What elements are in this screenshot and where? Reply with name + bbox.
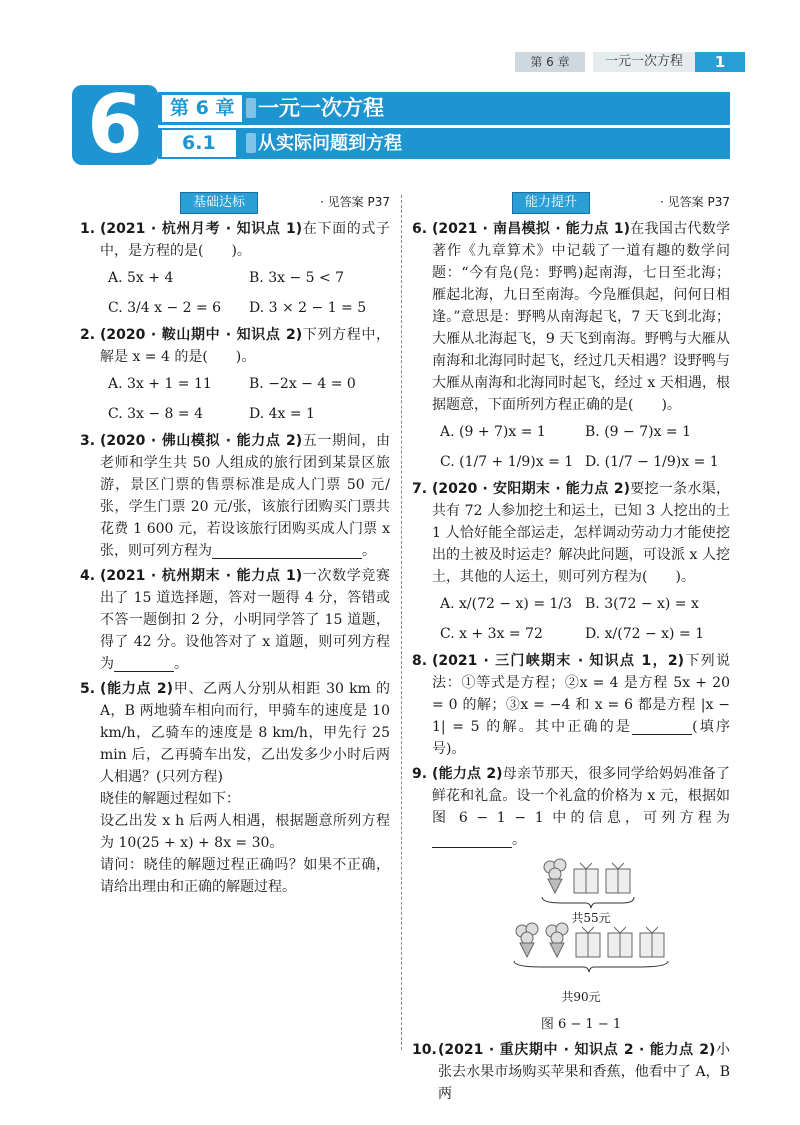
option-c: C. 3/4 x − 2 = 6 [108, 300, 222, 316]
option-d: D. (1/7 − 1/9)x = 1 [585, 454, 719, 470]
chapter-label: 第 6 章 [162, 95, 242, 122]
question-source: (2020 · 鞍山期中 · 知识点 2) [100, 327, 303, 343]
options [100, 372, 390, 426]
question-text: 下列说法：①等式是方程；②x = 4 是方程 5x + 20 = 0 的解；③x = −4 和 x = 6 都是方程 |x − 1| = 5 的解。其中正确的是 [432, 653, 730, 735]
question-text: 一次数学竞赛出了 15 道选择题，答对一题得 4 分，答错或不答一题倒扣 2 分，小明同学答了 15 道题，得了 42 分。设他答对了 x 道题，则可列方程为 [100, 568, 390, 672]
option-d: D. x/(72 − x) = 1 [585, 626, 705, 642]
option-b: B. (9 − 7)x = 1 [585, 424, 691, 440]
section-tag: 能力提升 [512, 192, 590, 214]
column-divider [401, 195, 402, 1050]
question-3 [80, 430, 390, 562]
section-label: 6.1 [162, 130, 236, 157]
answer-blank[interactable] [212, 543, 362, 559]
question-number: 6. [412, 221, 428, 237]
question-number: 5. [80, 681, 96, 697]
gift-box-icon [606, 863, 630, 893]
option-c: C. (1/7 + 1/9)x = 1 [440, 454, 574, 470]
options [432, 420, 730, 474]
figure-caption: 图 6 − 1 − 1 [540, 1017, 622, 1032]
solution-intro: 晓佳的解题过程如下： [100, 791, 240, 807]
question-end: 。 [362, 543, 376, 559]
running-header-chapter: 第 6 章 [515, 52, 585, 72]
question-text: 小张去水果市场购买苹果和香蕉，他看中了 A，B 两 [438, 1042, 730, 1102]
running-header [515, 52, 730, 72]
section-header-advanced [412, 192, 730, 214]
brace-group-2 [514, 961, 668, 972]
question-end: 。 [174, 656, 188, 672]
chapter-number-badge: 6 [72, 85, 158, 165]
option-b: B. −2x − 4 = 0 [249, 376, 356, 392]
question-5 [80, 678, 390, 898]
flower-bouquet-icon [544, 859, 566, 893]
option-a: A. 3x + 1 = 11 [108, 376, 212, 392]
question-2 [80, 324, 390, 426]
option-b: B. 3x − 5 < 7 [249, 270, 345, 286]
option-d: D. 4x = 1 [249, 406, 315, 422]
question-source: (2021 · 重庆期中 · 知识点 2 · 能力点 2) [438, 1042, 716, 1058]
bar-accent-icon [246, 133, 256, 153]
option-c: C. x + 3x = 72 [440, 626, 543, 642]
question-source: (2021 · 杭州月考 · 知识点 1) [100, 221, 303, 237]
chapter-title-bar [158, 92, 730, 125]
question-number: 3. [80, 433, 96, 449]
question-text: 在下面的式子中，是方程的是( )。 [100, 221, 390, 259]
question-source: (2021 · 南昌模拟 · 能力点 1) [432, 221, 630, 237]
question-number: 1. [80, 221, 96, 237]
gift-box-icon [576, 927, 600, 957]
right-column [412, 192, 730, 1105]
question-8 [412, 650, 730, 760]
question-end: (填序号)。 [432, 719, 730, 757]
question-number: 10. [412, 1042, 437, 1058]
question-9 [412, 763, 730, 1036]
question-number: 9. [412, 766, 428, 782]
left-column [80, 192, 390, 898]
question-source: (2021 · 杭州期末 · 能力点 1) [100, 568, 303, 584]
option-b: B. 3(72 − x) = x [585, 596, 699, 612]
question-text: 在我国古代数学著作《九章算术》中记载了一道有趣的数学问题：“今有凫(凫：野鸭)起南海，七日至北海；雁起北海，九日至南海。今凫雁俱起，问何日相逢。”意思是：野鸭从南海起飞，7 天飞到北海；大雁从北海起飞，9 天飞到南海。野鸭与大雁从南海和北海同时起飞，经过几天相遇？设野鸭与大雁从南海和北海同时起飞，经过 x 天相遇，根据题意，下面所列方程正确的是( )。 [432, 221, 731, 413]
answer-reference: · 见答案 P37 [660, 195, 730, 209]
group-2-price: 共90元 [561, 990, 601, 1004]
options [432, 592, 730, 646]
question-end: 。 [512, 832, 526, 848]
gift-box-icon [640, 927, 664, 957]
figure-6-1-1 [432, 855, 750, 1000]
section-title: 从实际问题到方程 [258, 133, 402, 154]
question-source: (能力点 2) [100, 681, 174, 697]
question-source: (2020 · 佛山模拟 · 能力点 2) [100, 433, 303, 449]
question-number: 4. [80, 568, 96, 584]
option-d: D. 3 × 2 − 1 = 5 [249, 300, 367, 316]
section-header-basic [80, 192, 390, 214]
answer-blank[interactable] [114, 656, 174, 672]
option-a: A. x/(72 − x) = 1/3 [440, 596, 573, 612]
answer-reference: · 见答案 P37 [320, 195, 390, 209]
running-header-title: 一元一次方程 [587, 52, 695, 72]
page-number: 1 [695, 52, 745, 72]
question-source: (2020 · 安阳期末 · 能力点 2) [432, 481, 630, 497]
section-title-bar [158, 128, 730, 159]
question-text: 母亲节那天，很多同学给妈妈准备了鲜花和礼盒。设一个礼盒的价格为 x 元，根据如图 6 − 1 − 1 中的信息，可列方程为 [432, 766, 731, 826]
answer-blank[interactable] [632, 719, 692, 735]
gift-box-icon [608, 927, 632, 957]
chapter-title: 一元一次方程 [258, 96, 384, 120]
solution-process: 设乙出发 x h 后两人相遇，根据题意所列方程为 10(25 + x) + 8x = 30。 [100, 813, 390, 851]
question-source: (2021 · 三门峡期末 · 知识点 1，2) [432, 653, 685, 669]
question-number: 7. [412, 481, 428, 497]
question-7 [412, 478, 730, 646]
question-1 [80, 218, 390, 320]
question-source: (能力点 2) [432, 766, 503, 782]
question-6 [412, 218, 730, 474]
section-tag: 基础达标 [180, 192, 258, 214]
question-text: 甲、乙两人分别从相距 30 km 的 A，B 两地骑车相向而行，甲骑车的速度是 10 km/h，乙骑车的速度是 8 km/h，甲先行 25 min 后，乙再骑车出发，乙出发多少小时后两人相遇？(只列方程) [100, 681, 390, 785]
question-number: 2. [80, 327, 96, 343]
question-10 [412, 1039, 730, 1105]
question-4 [80, 565, 390, 675]
option-c: C. 3x − 8 = 4 [108, 406, 203, 422]
answer-blank[interactable] [432, 832, 512, 848]
bar-accent-icon [246, 98, 256, 118]
question-text: 要挖一条水渠，共有 72 人参加挖土和运土，已知 3 人挖出的土 1 人恰好能全部运走，怎样调动劳动力才能使挖出的土被及时运走？解决此问题，可设派 x 人挖土，其他的人运土，则可列方程为( )。 [432, 481, 731, 585]
question-number: 8. [412, 653, 428, 669]
options [100, 266, 390, 320]
group-1-price: 共55元 [571, 911, 611, 925]
question-text: 下列方程中，解是 x = 4 的是( )。 [100, 327, 390, 365]
option-a: A. (9 + 7)x = 1 [440, 424, 546, 440]
gift-box-icon [574, 863, 598, 893]
option-a: A. 5x + 4 [108, 270, 174, 286]
follow-up-question: 请问：晓佳的解题过程正确吗？如果不正确，请给出理由和正确的解题过程。 [100, 857, 390, 895]
question-text: 五一期间，由老师和学生共 50 人组成的旅行团到某景区旅游，景区门票的售票标准是成人门票 50 元/张，学生门票 20 元/张，该旅行团购买门票共花费 1 600 元，若设该旅行团购买成人门票 x 张，则可列方程为 [100, 433, 390, 559]
